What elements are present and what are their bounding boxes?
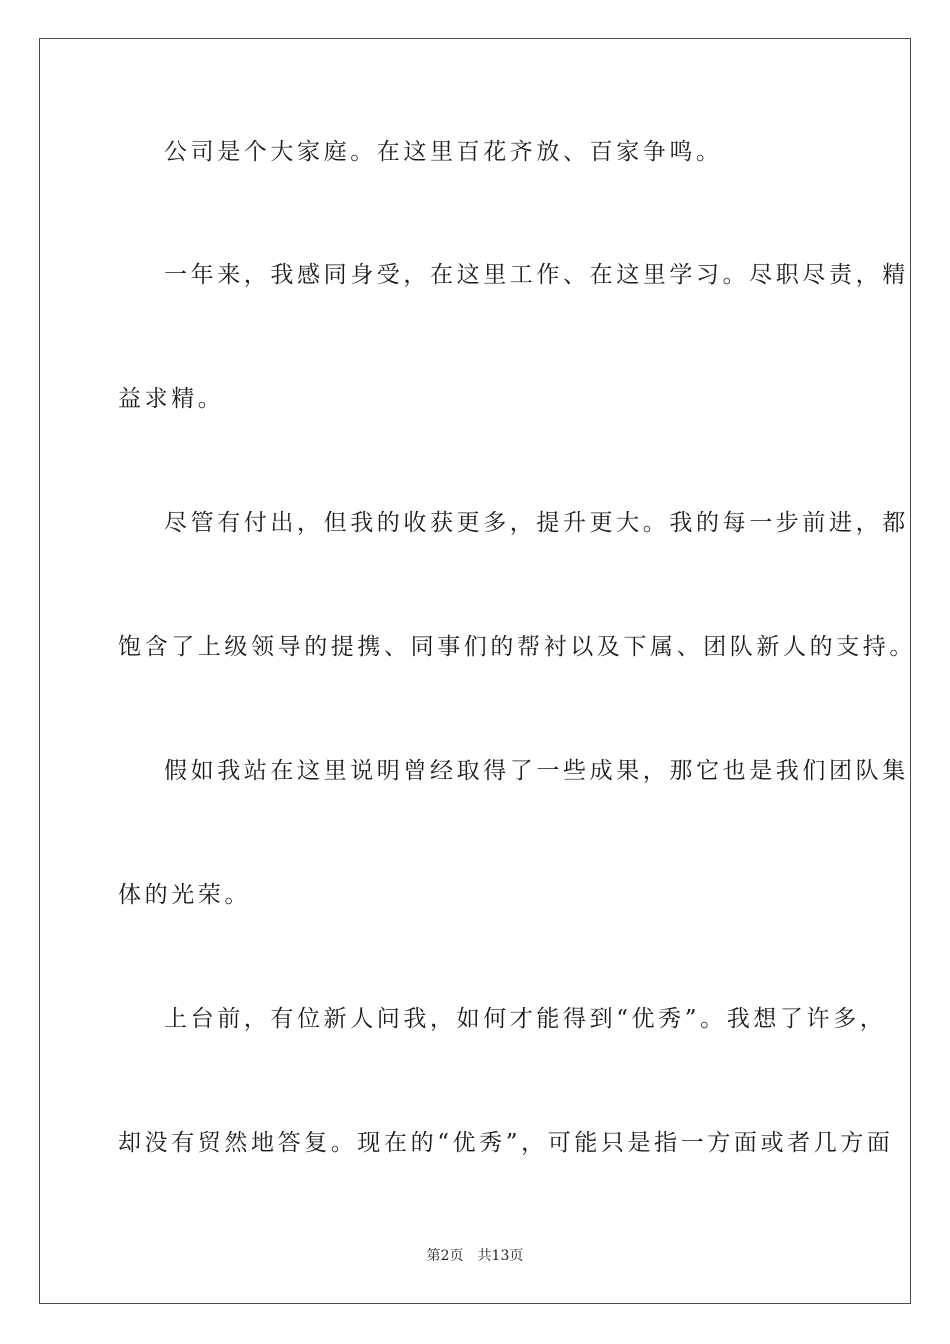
page-number: 第2页 xyxy=(426,1248,464,1264)
paragraph-line: 却没有贸然地答复。现在的“优秀”，可能只是指一方面或者几方面 xyxy=(118,1130,894,1156)
total-pages: 共13页 xyxy=(477,1248,524,1264)
paragraph-line: 上台前，有位新人问我，如何才能得到“优秀”。我想了许多， xyxy=(164,1006,887,1032)
paragraph-line: 体的光荣。 xyxy=(118,882,251,908)
page-border xyxy=(39,38,916,1304)
paragraph-line: 饱含了上级领导的提携、同事们的帮衬以及下属、团队新人的支持。 xyxy=(118,634,916,660)
paragraph-line: 益求精。 xyxy=(118,386,225,412)
paragraph-line: 一年来，我感同身受，在这里工作、在这里学习。尽职尽责，精 xyxy=(164,262,909,288)
page-footer xyxy=(0,1247,950,1265)
paragraph-line: 尽管有付出，但我的收获更多，提升更大。我的每一步前进，都 xyxy=(164,510,909,536)
paragraph-line: 公司是个大家庭。在这里百花齐放、百家争鸣。 xyxy=(164,139,723,165)
paragraph-line: 假如我站在这里说明曾经取得了一些成果，那它也是我们团队集 xyxy=(164,758,909,784)
